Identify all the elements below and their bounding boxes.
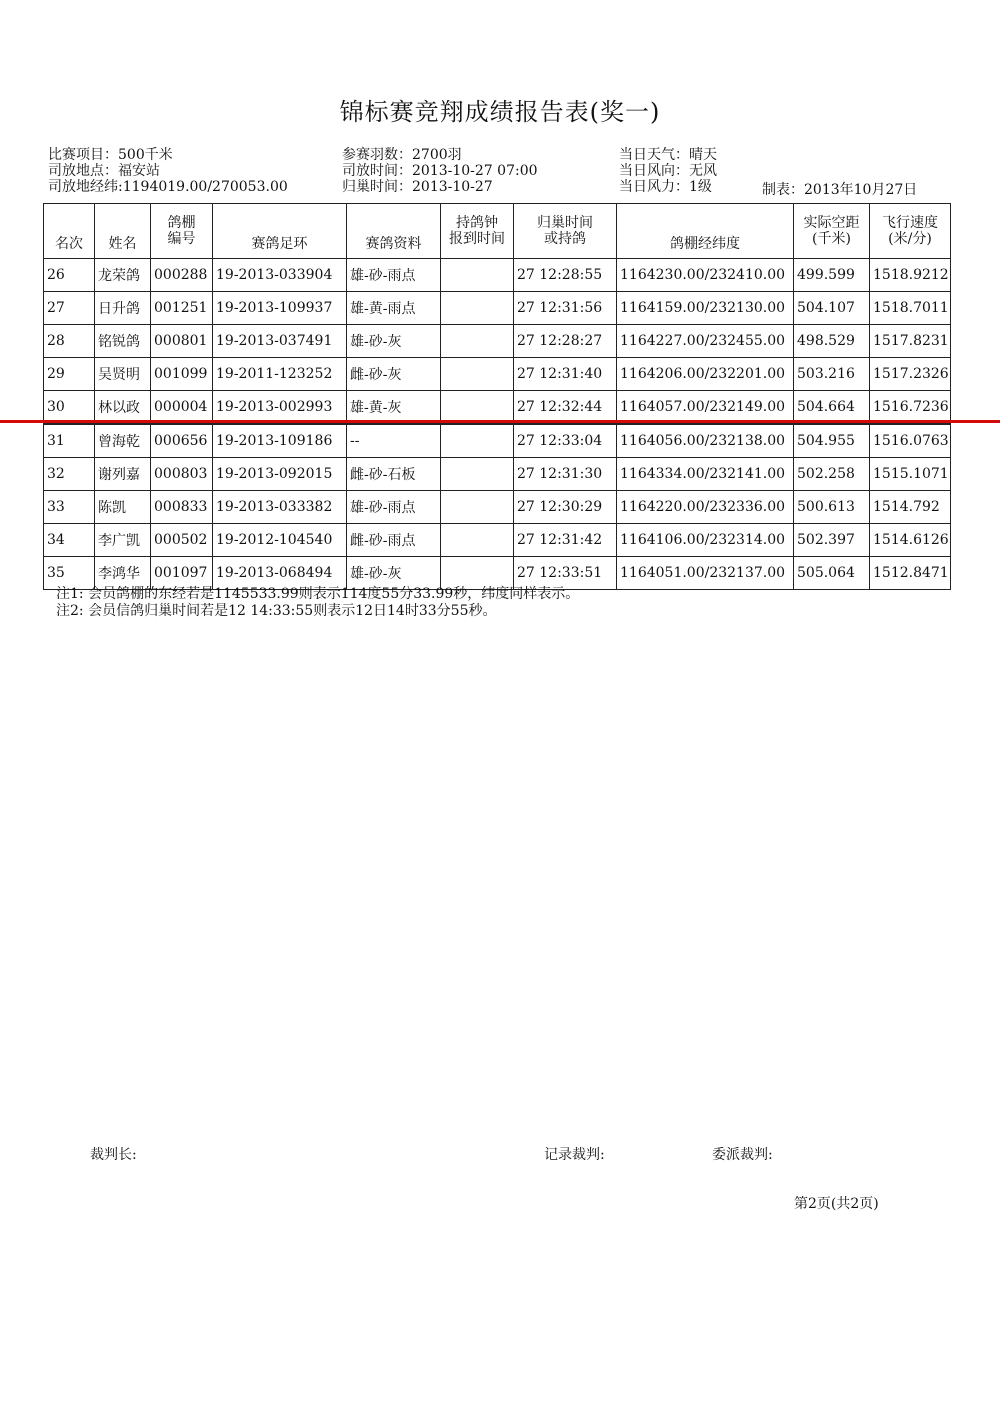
header-pigeon-info: 赛鸽资料: [347, 204, 441, 259]
cell-info: 雄-砂-灰: [347, 557, 441, 590]
cell-ring: 19-2013-037491: [213, 325, 347, 358]
cell-loft: 000833: [151, 491, 213, 524]
cell-coords: 1164230.00/232410.00: [617, 259, 794, 292]
cell-distance: 505.064: [794, 557, 870, 590]
cell-rank: 30: [44, 391, 95, 425]
cell-rank: 34: [44, 524, 95, 557]
table-row: [44, 458, 951, 491]
cell-arrival: 27 12:32:44: [514, 391, 617, 425]
cell-coords: 1164057.00/232149.00: [617, 391, 794, 425]
cell-arrival: 27 12:30:29: [514, 491, 617, 524]
note-2: 注2: 会员信鸽归巢时间若是12 14:33:55则表示12日14时33分55秒。: [56, 603, 497, 619]
cell-speed: 1518.7011: [870, 292, 951, 325]
cell-name: 吴贤明: [95, 358, 151, 391]
notes: [56, 586, 579, 620]
cell-rank: 32: [44, 458, 95, 491]
cell-clock: [441, 458, 514, 491]
made-by-date: 制表：2013年10月27日: [762, 182, 918, 198]
cell-name: 谢列嘉: [95, 458, 151, 491]
cell-name: 铭锐鸽: [95, 325, 151, 358]
cell-ring: 19-2013-109937: [213, 292, 347, 325]
table-row: [44, 292, 951, 325]
cell-clock: [441, 557, 514, 590]
header-loft-no: 鸽棚 编号: [151, 204, 213, 259]
cell-loft: 000656: [151, 424, 213, 458]
cell-coords: 1164220.00/232336.00: [617, 491, 794, 524]
table-row: [44, 358, 951, 391]
table-row: [44, 391, 951, 425]
cell-distance: 504.107: [794, 292, 870, 325]
cell-arrival: 27 12:33:04: [514, 424, 617, 458]
cell-info: 雄-砂-灰: [347, 325, 441, 358]
cell-distance: 498.529: [794, 325, 870, 358]
cell-rank: 28: [44, 325, 95, 358]
cell-clock: [441, 259, 514, 292]
header-speed: 飞行速度 (米/分): [870, 204, 951, 259]
cell-arrival: 27 12:31:56: [514, 292, 617, 325]
cell-coords: 1164334.00/232141.00: [617, 458, 794, 491]
header-ring: 赛鸽足环: [213, 204, 347, 259]
cell-arrival: 27 12:33:51: [514, 557, 617, 590]
cell-distance: 504.955: [794, 424, 870, 458]
cell-arrival: 27 12:31:30: [514, 458, 617, 491]
cell-info: 雌-砂-雨点: [347, 524, 441, 557]
cell-name: 林以政: [95, 391, 151, 425]
cell-clock: [441, 292, 514, 325]
cell-name: 李鸿华: [95, 557, 151, 590]
table-row: [44, 524, 951, 557]
table-row: [44, 325, 951, 358]
cell-ring: 19-2011-123252: [213, 358, 347, 391]
cell-info: 雄-黄-雨点: [347, 292, 441, 325]
cell-distance: 503.216: [794, 358, 870, 391]
cell-clock: [441, 358, 514, 391]
cell-distance: 500.613: [794, 491, 870, 524]
cell-info: 雌-砂-石板: [347, 458, 441, 491]
cell-distance: 504.664: [794, 391, 870, 425]
cell-ring: 19-2013-033382: [213, 491, 347, 524]
cell-clock: [441, 491, 514, 524]
chief-referee-signature: 裁判长:: [90, 1147, 137, 1163]
table-row: [44, 424, 951, 458]
page-number: 第2页(共2页): [794, 1196, 879, 1212]
cell-info: 雌-砂-灰: [347, 358, 441, 391]
cell-loft: 000288: [151, 259, 213, 292]
cell-rank: 27: [44, 292, 95, 325]
cell-arrival: 27 12:31:40: [514, 358, 617, 391]
release-place: 司放地点：福安站: [48, 163, 160, 179]
table-row: [44, 259, 951, 292]
cell-distance: 502.258: [794, 458, 870, 491]
cell-coords: 1164206.00/232201.00: [617, 358, 794, 391]
cell-loft: 000801: [151, 325, 213, 358]
header-rank: 名次: [44, 204, 95, 259]
cell-info: --: [347, 424, 441, 458]
header-name: 姓名: [95, 204, 151, 259]
cell-name: 李广凯: [95, 524, 151, 557]
cell-info: 雄-砂-雨点: [347, 259, 441, 292]
cell-coords: 1164227.00/232455.00: [617, 325, 794, 358]
cell-clock: [441, 524, 514, 557]
cell-clock: [441, 391, 514, 425]
cell-name: 曾海乾: [95, 424, 151, 458]
header-arrival-time: 归巢时间 或持鸽: [514, 204, 617, 259]
cell-arrival: 27 12:31:42: [514, 524, 617, 557]
cell-loft: 000502: [151, 524, 213, 557]
red-divider-line: [0, 420, 1000, 423]
delegated-referee-signature: 委派裁判:: [712, 1147, 773, 1163]
return-date: 归巢时间：2013-10-27: [342, 179, 493, 195]
results-table: [43, 203, 951, 590]
cell-name: 龙荣鸽: [95, 259, 151, 292]
cell-info: 雄-黄-灰: [347, 391, 441, 425]
wind-direction: 当日风向：无风: [619, 163, 717, 179]
cell-coords: 1164051.00/232137.00: [617, 557, 794, 590]
cell-coords: 1164056.00/232138.00: [617, 424, 794, 458]
info-column-race: [48, 147, 288, 195]
cell-ring: 19-2013-033904: [213, 259, 347, 292]
table-row: [44, 491, 951, 524]
report-title: 锦标赛竞翔成绩报告表(奖一): [339, 98, 661, 126]
cell-ring: 19-2013-002993: [213, 391, 347, 425]
cell-ring: 19-2012-104540: [213, 524, 347, 557]
cell-speed: 1516.0763: [870, 424, 951, 458]
cell-speed: 1514.792: [870, 491, 951, 524]
cell-name: 日升鸽: [95, 292, 151, 325]
race-item: 比赛项目：500千米: [48, 147, 173, 163]
table-row: [44, 557, 951, 590]
cell-distance: 502.397: [794, 524, 870, 557]
weather: 当日天气：晴天: [619, 147, 717, 163]
cell-clock: [441, 424, 514, 458]
cell-rank: 31: [44, 424, 95, 458]
table-header-row: [44, 204, 951, 259]
cell-coords: 1164159.00/232130.00: [617, 292, 794, 325]
release-time: 司放时间：2013-10-27 07:00: [342, 163, 538, 179]
cell-rank: 26: [44, 259, 95, 292]
header-coords: 鸽棚经纬度: [617, 204, 794, 259]
cell-speed: 1518.9212: [870, 259, 951, 292]
cell-speed: 1517.2326: [870, 358, 951, 391]
cell-speed: 1515.1071: [870, 458, 951, 491]
cell-ring: 19-2013-109186: [213, 424, 347, 458]
cell-loft: 000004: [151, 391, 213, 425]
note-1: 注1: 会员鸽棚的东经若是1145533.99则表示114度55分33.99秒，纬度同样表示。: [56, 586, 580, 602]
info-column-weather: [619, 147, 717, 195]
cell-arrival: 27 12:28:55: [514, 259, 617, 292]
cell-info: 雄-砂-雨点: [347, 491, 441, 524]
cell-loft: 001251: [151, 292, 213, 325]
cell-speed: 1517.8231: [870, 325, 951, 358]
cell-clock: [441, 325, 514, 358]
info-column-times: [342, 147, 538, 195]
cell-speed: 1514.6126: [870, 524, 951, 557]
cell-rank: 33: [44, 491, 95, 524]
header-distance: 实际空距 (千米): [794, 204, 870, 259]
cell-ring: 19-2013-092015: [213, 458, 347, 491]
cell-speed: 1516.7236: [870, 391, 951, 425]
cell-arrival: 27 12:28:27: [514, 325, 617, 358]
cell-rank: 29: [44, 358, 95, 391]
recording-referee-signature: 记录裁判:: [544, 1147, 605, 1163]
cell-coords: 1164106.00/232314.00: [617, 524, 794, 557]
header-clock-time: 持鸽钟 报到时间: [441, 204, 514, 259]
entries-count: 参赛羽数：2700羽: [342, 147, 462, 163]
cell-speed: 1512.8471: [870, 557, 951, 590]
cell-loft: 000803: [151, 458, 213, 491]
cell-rank: 35: [44, 557, 95, 590]
release-coords: 司放地经纬:1194019.00/270053.00: [48, 179, 288, 195]
cell-name: 陈凯: [95, 491, 151, 524]
cell-loft: 001099: [151, 358, 213, 391]
cell-distance: 499.599: [794, 259, 870, 292]
cell-ring: 19-2013-068494: [213, 557, 347, 590]
wind-force: 当日风力：1级: [619, 179, 712, 195]
cell-loft: 001097: [151, 557, 213, 590]
